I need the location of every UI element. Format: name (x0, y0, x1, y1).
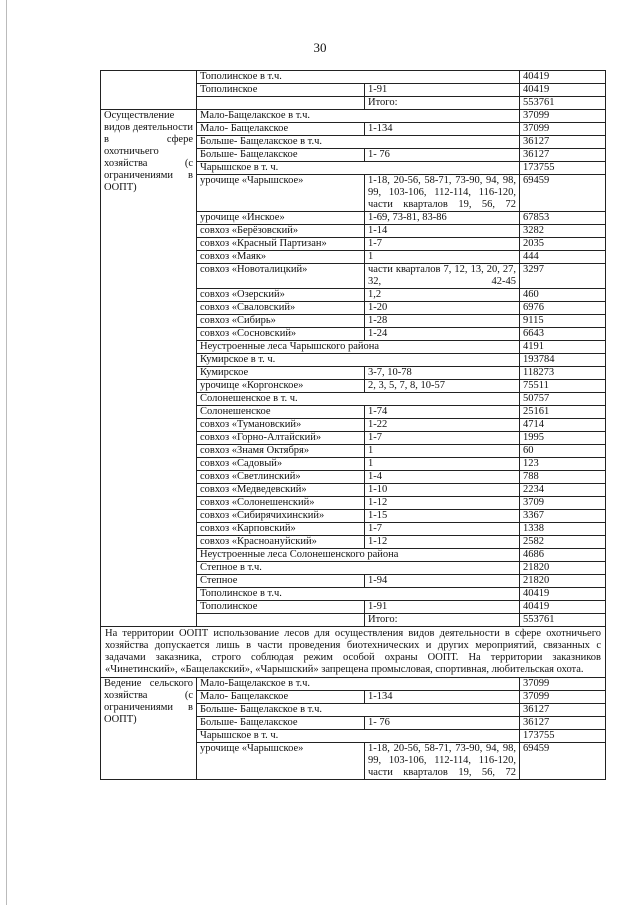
area-cell: 36127 (520, 704, 606, 717)
blocks-cell: 1-69, 73-81, 83-86 (365, 212, 520, 225)
blocks-cell: Итого: (365, 614, 520, 627)
area-cell: 36127 (520, 136, 606, 149)
blocks-cell: 1-18, 20-56, 58-71, 73-90, 94, 98, 99, 103-106, 112-114, 116-120, части кварталов 19, 56, 72 (365, 743, 520, 780)
area-cell: 6643 (520, 328, 606, 341)
blocks-cell: 1 (365, 458, 520, 471)
forestry-name-cell: Больше- Бащелакское в т.ч. (197, 704, 520, 717)
area-cell: 2234 (520, 484, 606, 497)
forestry-name-cell (197, 614, 365, 627)
scan-edge-line (6, 0, 7, 905)
blocks-cell: 1-74 (365, 406, 520, 419)
blocks-cell: 1-134 (365, 123, 520, 136)
area-cell: 1995 (520, 432, 606, 445)
forestry-name-cell: совхоз «Сваловский» (197, 302, 365, 315)
forestry-name-cell: Мало-Бащелакское в т.ч. (197, 110, 520, 123)
area-cell: 3297 (520, 264, 606, 289)
table-body (101, 71, 606, 780)
area-cell: 1338 (520, 523, 606, 536)
forestry-name-cell: Кумирское в т. ч. (197, 354, 520, 367)
forestry-name-cell: совхоз «Сибирячихинский» (197, 510, 365, 523)
forestry-name-cell: Тополинское в т.ч. (197, 71, 520, 84)
forestry-name-cell: совхоз «Медведевский» (197, 484, 365, 497)
area-cell: 2582 (520, 536, 606, 549)
area-cell: 9115 (520, 315, 606, 328)
area-cell: 37099 (520, 123, 606, 136)
blocks-cell: 1-12 (365, 497, 520, 510)
blocks-cell: 1- 76 (365, 717, 520, 730)
blocks-cell: части кварталов 7, 12, 13, 20, 27, 32, 42-45 (365, 264, 520, 289)
blocks-cell: 1-94 (365, 575, 520, 588)
blocks-cell: 1-28 (365, 315, 520, 328)
blocks-cell: 1-22 (365, 419, 520, 432)
forestry-name-cell: совхоз «Светлинский» (197, 471, 365, 484)
forestry-name-cell: урочище «Коргонское» (197, 380, 365, 393)
forestry-name-cell: совхоз «Тумановский» (197, 419, 365, 432)
forestry-name-cell: совхоз «Новоталицкий» (197, 264, 365, 289)
forestry-name-cell: Мало- Бащелакское (197, 123, 365, 136)
note-row (101, 627, 606, 678)
area-cell: 3367 (520, 510, 606, 523)
area-cell: 553761 (520, 614, 606, 627)
note-text: На территории ООПТ использование лесов для осуществления видов деятельности в сфере охотничьего хозяйства допускается лишь в части проведения биотехнических и других мероприятий, связанных с задачами заказника, строго соблюдая режим особой охраны ООПТ. На территории заказников «Чинетинский», «Бащелакский», «Чарышский» запрещена промысловая, спортивная, любительская охота. (101, 627, 606, 678)
forestry-name-cell: Тополинское (197, 84, 365, 97)
forestry-name-cell: Неустроенные леса Солонешенского района (197, 549, 520, 562)
forestry-name-cell: Больше- Бащелакское (197, 717, 365, 730)
table-row (101, 110, 606, 123)
area-cell: 21820 (520, 562, 606, 575)
table-row (101, 678, 606, 691)
area-cell: 40419 (520, 601, 606, 614)
forestry-name-cell: урочище «Чарышское» (197, 743, 365, 780)
area-cell: 40419 (520, 71, 606, 84)
category-cell: Осуществление видов деятельности в сфере охотничьего хозяйства (с ограничениями в ООПТ) (101, 110, 197, 627)
area-cell: 36127 (520, 149, 606, 162)
blocks-cell: 2, 3, 5, 7, 8, 10-57 (365, 380, 520, 393)
forestry-name-cell: Степное в т.ч. (197, 562, 520, 575)
area-cell: 2035 (520, 238, 606, 251)
area-cell: 460 (520, 289, 606, 302)
area-cell: 69459 (520, 743, 606, 780)
blocks-cell: 1-15 (365, 510, 520, 523)
forestry-name-cell: совхоз «Горно-Алтайский» (197, 432, 365, 445)
forestry-name-cell: совхоз «Маяк» (197, 251, 365, 264)
forestry-name-cell: совхоз «Знамя Октября» (197, 445, 365, 458)
blocks-cell: 1-14 (365, 225, 520, 238)
blocks-cell: 3-7, 10-78 (365, 367, 520, 380)
blocks-cell: 1-20 (365, 302, 520, 315)
forestry-name-cell: Больше- Бащелакское (197, 149, 365, 162)
forestry-name-cell (197, 97, 365, 110)
blocks-cell: 1-91 (365, 601, 520, 614)
forestry-name-cell: Чарышское в т. ч. (197, 730, 520, 743)
forestry-name-cell: Тополинское (197, 601, 365, 614)
forestry-name-cell: совхоз «Берёзовский» (197, 225, 365, 238)
blocks-cell: 1-10 (365, 484, 520, 497)
blocks-cell: 1-134 (365, 691, 520, 704)
blocks-cell: 1-18, 20-56, 58-71, 73-90, 94, 98, 99, 103-106, 112-114, 116-120, части кварталов 19, 56, 72 (365, 175, 520, 212)
forestry-name-cell: Чарышское в т. ч. (197, 162, 520, 175)
area-cell: 21820 (520, 575, 606, 588)
forest-use-table (100, 70, 606, 780)
blocks-cell: 1-7 (365, 523, 520, 536)
area-cell: 6976 (520, 302, 606, 315)
area-cell: 37099 (520, 691, 606, 704)
forestry-name-cell: Солонешенское в т. ч. (197, 393, 520, 406)
area-cell: 50757 (520, 393, 606, 406)
blocks-cell: 1-4 (365, 471, 520, 484)
forestry-name-cell: совхоз «Солонешенский» (197, 497, 365, 510)
forestry-name-cell: Кумирское (197, 367, 365, 380)
area-cell: 444 (520, 251, 606, 264)
forestry-name-cell: совхоз «Сосновский» (197, 328, 365, 341)
area-cell: 553761 (520, 97, 606, 110)
area-cell: 67853 (520, 212, 606, 225)
area-cell: 40419 (520, 84, 606, 97)
area-cell: 69459 (520, 175, 606, 212)
blocks-cell: 1-12 (365, 536, 520, 549)
blocks-cell: 1- 76 (365, 149, 520, 162)
forestry-name-cell: Мало-Бащелакское в т.ч. (197, 678, 520, 691)
area-cell: 3709 (520, 497, 606, 510)
blocks-cell: 1-24 (365, 328, 520, 341)
forestry-name-cell: совхоз «Сибирь» (197, 315, 365, 328)
area-cell: 60 (520, 445, 606, 458)
forestry-name-cell: совхоз «Садовый» (197, 458, 365, 471)
area-cell: 193784 (520, 354, 606, 367)
area-cell: 123 (520, 458, 606, 471)
forestry-name-cell: совхоз «Карповский» (197, 523, 365, 536)
blocks-cell: 1 (365, 445, 520, 458)
forestry-name-cell: Мало- Бащелакское (197, 691, 365, 704)
forestry-name-cell: совхоз «Озерский» (197, 289, 365, 302)
forestry-name-cell: совхоз «Красный Партизан» (197, 238, 365, 251)
blocks-cell: 1 (365, 251, 520, 264)
area-cell: 37099 (520, 678, 606, 691)
area-cell: 25161 (520, 406, 606, 419)
area-cell: 4714 (520, 419, 606, 432)
category-cell-empty (101, 71, 197, 110)
forestry-name-cell: урочище «Инское» (197, 212, 365, 225)
area-cell: 788 (520, 471, 606, 484)
blocks-cell: Итого: (365, 97, 520, 110)
blocks-cell: 1-91 (365, 84, 520, 97)
forestry-name-cell: Солонешенское (197, 406, 365, 419)
area-cell: 118273 (520, 367, 606, 380)
area-cell: 37099 (520, 110, 606, 123)
table-row (101, 71, 606, 84)
area-cell: 3282 (520, 225, 606, 238)
area-cell: 40419 (520, 588, 606, 601)
area-cell: 75511 (520, 380, 606, 393)
area-cell: 173755 (520, 730, 606, 743)
category-cell: Ведение сельского хозяйства (с ограничениями в ООПТ) (101, 678, 197, 780)
forestry-name-cell: урочище «Чарышское» (197, 175, 365, 212)
page-number: 30 (313, 40, 327, 55)
forestry-name-cell: Тополинское в т.ч. (197, 588, 520, 601)
forestry-name-cell: Степное (197, 575, 365, 588)
area-cell: 4191 (520, 341, 606, 354)
forestry-name-cell: Больше- Бащелакское в т.ч. (197, 136, 520, 149)
blocks-cell: 1,2 (365, 289, 520, 302)
area-cell: 36127 (520, 717, 606, 730)
blocks-cell: 1-7 (365, 238, 520, 251)
forestry-name-cell: Неустроенные леса Чарышского района (197, 341, 520, 354)
area-cell: 173755 (520, 162, 606, 175)
forestry-name-cell: совхоз «Красноануйский» (197, 536, 365, 549)
area-cell: 4686 (520, 549, 606, 562)
blocks-cell: 1-7 (365, 432, 520, 445)
